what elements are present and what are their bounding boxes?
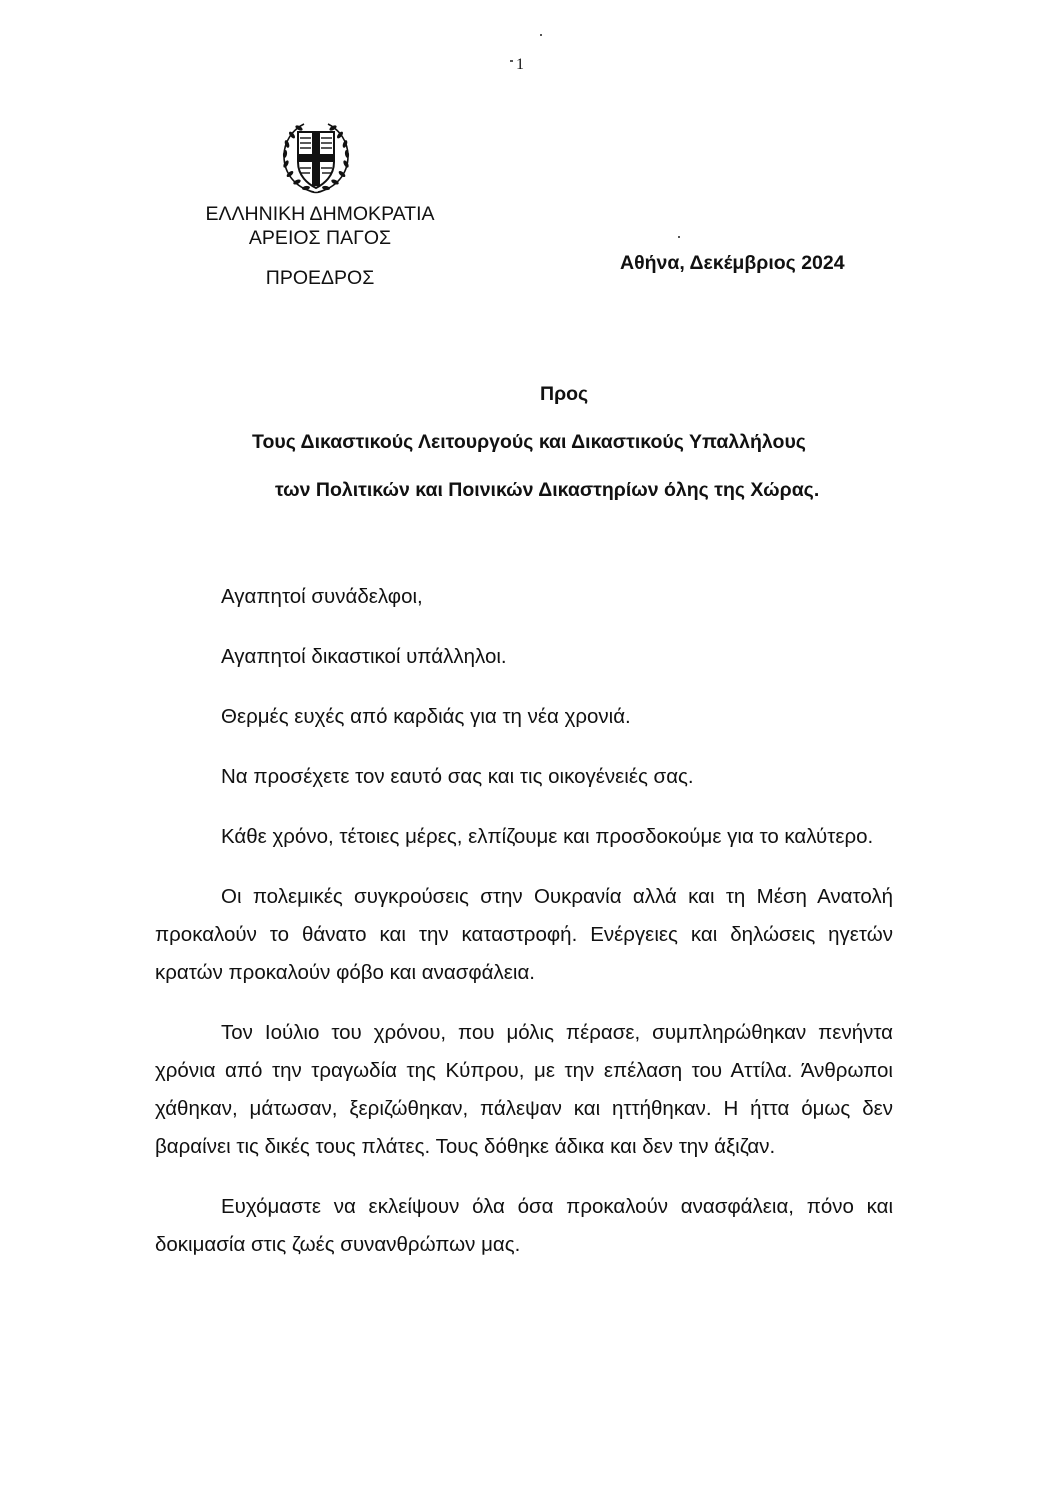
letter-date: Αθήνα, Δεκέμβριος 2024 bbox=[620, 252, 845, 274]
issuer-block bbox=[150, 202, 490, 290]
body-paragraph: Αγαπητοί δικαστικοί υπάλληλοι. bbox=[221, 645, 507, 668]
body-paragraph: Αγαπητοί συνάδελφοι, bbox=[221, 585, 423, 608]
recipient-line: Τους Δικαστικούς Λειτουργούς και Δικαστικούς Υπαλλήλους bbox=[252, 431, 806, 453]
page-number: 1 bbox=[516, 56, 524, 73]
scan-speck bbox=[510, 60, 513, 62]
scan-speck bbox=[540, 34, 542, 36]
body-paragraph: Ευχόμαστε να εκλείψουν όλα όσα προκαλούν ανασφάλεια, πόνο και δοκιμασία στις ζωές συνανθρώπων μας. bbox=[155, 1195, 893, 1256]
body-paragraph: Να προσέχετε τον εαυτό σας και τις οικογένειές σας. bbox=[221, 765, 694, 788]
scan-speck bbox=[678, 236, 680, 238]
country-name: ΕΛΛΗΝΙΚΗ ΔΗΜΟΚΡΑΤΙΑ bbox=[205, 203, 435, 225]
letter-body bbox=[155, 578, 893, 1286]
court-name: ΑΡΕΙΟΣ ΠΑΓΟΣ bbox=[248, 227, 392, 249]
body-paragraph: Οι πολεμικές συγκρούσεις στην Ουκρανία αλλά και τη Μέση Ανατολή προκαλούν το θάνατο και την καταστροφή. Ενέργειες και δηλώσεις ηγετών κρατών προκαλούν φόβο και ανασφάλεια. bbox=[155, 885, 893, 984]
to-label: Προς bbox=[540, 383, 589, 405]
recipient-line: των Πολιτικών και Ποινικών Δικαστηρίων όλης της Χώρας. bbox=[275, 479, 820, 501]
body-paragraph: Κάθε χρόνο, τέτοιες μέρες, ελπίζουμε και προσδοκούμε για το καλύτερο. bbox=[221, 825, 874, 848]
greek-coat-of-arms-icon bbox=[278, 118, 354, 196]
body-paragraph: Τον Ιούλιο του χρόνου, που μόλις πέρασε, συμπληρώθηκαν πενήντα χρόνια από την τραγωδία της Κύπρου, με την επέλαση του Αττίλα. Άνθρωποι χάθηκαν, μάτωσαν, ξεριζώθηκαν, πάλεψαν και ηττήθηκαν. Η ήττα όμως δεν βαραίνει τις δικές τους πλάτες. Τους δόθηκε άδικα και δεν την άξιζαν. bbox=[155, 1021, 893, 1158]
body-paragraph: Θερμές ευχές από καρδιάς για τη νέα χρονιά. bbox=[221, 705, 631, 728]
office-title: ΠΡΟΕΔΡΟΣ bbox=[265, 267, 375, 289]
